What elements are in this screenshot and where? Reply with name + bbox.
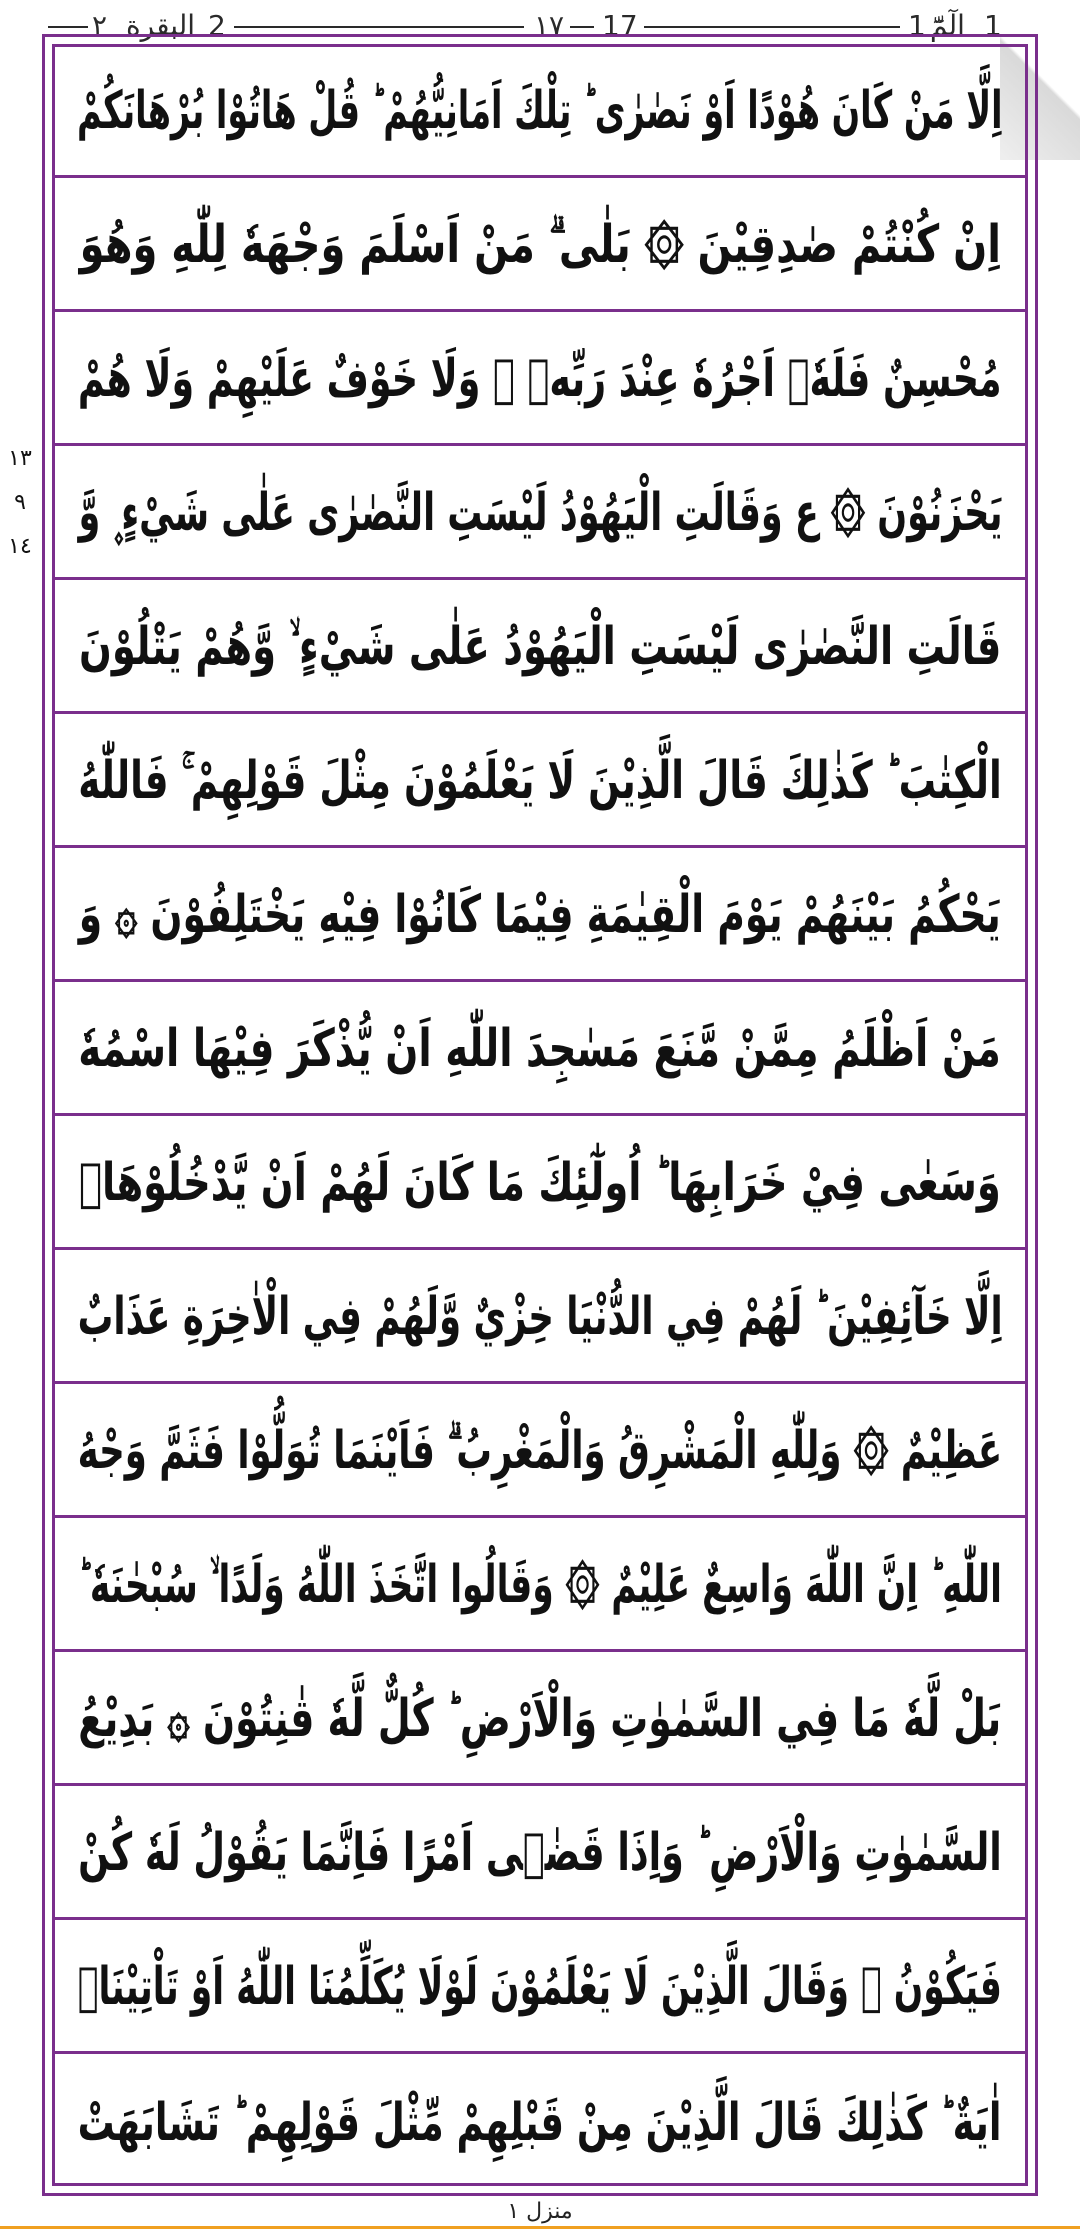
text-line <box>55 1119 1025 1250</box>
text-line-content: اِلَّا خَآئِفِيْنَ ؕ لَهُمْ فِي الدُّنْيَا خِزْيٌ وَّلَهُمْ فِي الْاٰخِرَةِ عَذَابٌ <box>77 1287 1003 1347</box>
text-line-content: مَنْ اَظْلَمُ مِمَّنْ مَّنَعَ مَسٰجِدَ اللّٰهِ اَنْ يُّذْكَرَ فِيْهَا اسْمُهٗ <box>78 1019 1002 1079</box>
text-line <box>55 1253 1025 1384</box>
text-line <box>55 1789 1025 1920</box>
text-line <box>55 449 1025 580</box>
text-line <box>55 1387 1025 1518</box>
text-line <box>55 717 1025 848</box>
text-line-content: قَالَتِ النَّصٰرٰى لَيْسَتِ الْيَهُوْدُ عَلٰى شَيْءٍ ۙ وَّهُمْ يَتْلُوْنَ <box>78 617 1002 677</box>
header-surah-title: البقرة <box>126 9 196 42</box>
header-page-number: 17 <box>602 9 638 42</box>
header-para-title: الٓمّٓ <box>930 9 965 42</box>
text-line-content: يَحْكُمُ بَيْنَهُمْ يَوْمَ الْقِيٰمَةِ فِيْمَا كَانُوْا فِيْهِ يَخْتَلِفُوْنَ ۞ وَ <box>78 885 1002 945</box>
text-line-content: مُحْسِنٌ فَلَهٗۤ اَجْرُهٗ عِنْدَ رَبِّهٖ ۪ وَلَا خَوْفٌ عَلَيْهِمْ وَلَا هُمْ <box>78 349 1002 409</box>
text-line-content: يَحْزَنُوْنَ ۞ ع وَقَالَتِ الْيَهُوْدُ لَيْسَتِ النَّصٰرٰى عَلٰى شَيْءٍ ۪ وَّ <box>77 483 1003 543</box>
text-line <box>55 181 1025 312</box>
text-line-content: اللّٰهِ ؕ اِنَّ اللّٰهَ وَاسِعٌ عَلِيْمٌ ۞ وَقَالُوا اتَّخَذَ اللّٰهُ وَلَدًا ۙ سُبْحٰنَهٗ ؕ <box>77 1555 1003 1615</box>
header-rule <box>644 26 900 28</box>
text-line <box>55 47 1025 178</box>
header-para-mark: 1 <box>908 9 926 42</box>
text-line-content: بَلْ لَّهٗ مَا فِي السَّمٰوٰتِ وَالْاَرْضِ ؕ كُلٌّ لَّهٗ قٰنِتُوْنَ ۞ بَدِيْعُ <box>78 1689 1002 1749</box>
text-line <box>55 315 1025 446</box>
quran-text-lines <box>55 47 1025 2183</box>
header-rule <box>234 26 524 28</box>
text-line <box>55 851 1025 982</box>
text-line-content: فَيَكُوْنُ ۞ وَقَالَ الَّذِيْنَ لَا يَعْلَمُوْنَ لَوْلَا يُكَلِّمُنَا اللّٰهُ اَوْ تَاْتِيْنَاۤ <box>77 1957 1003 2017</box>
footer-rule <box>0 2226 1080 2229</box>
text-line-content: اٰيَةٌ ؕ كَذٰلِكَ قَالَ الَّذِيْنَ مِنْ قَبْلِهِمْ مِّثْلَ قَوْلِهِمْ ؕ تَشَابَهَتْ <box>78 2092 1002 2153</box>
text-line-content: السَّمٰوٰتِ وَالْاَرْضِ ؕ وَاِذَا قَضٰۤى اَمْرًا فَاِنَّمَا يَقُوْلُ لَهٗ كُنْ <box>78 1823 1002 1883</box>
text-line <box>55 1521 1025 1652</box>
text-line-content: وَسَعٰى فِيْ خَرَابِهَا ؕ اُولٰٓئِكَ مَا كَانَ لَهُمْ اَنْ يَّدْخُلُوْهَاۤ <box>79 1153 1001 1213</box>
text-line <box>55 1923 1025 2054</box>
header-rule <box>48 26 88 28</box>
text-line <box>55 583 1025 714</box>
page-footer <box>0 2200 1080 2233</box>
text-line <box>55 985 1025 1116</box>
text-line-content: اِنْ كُنْتُمْ صٰدِقِيْنَ ۞ بَلٰى ۗ مَنْ اَسْلَمَ وَجْهَهٗ لِلّٰهِ وَهُوَ <box>79 215 1001 275</box>
header-rule <box>570 26 594 28</box>
header-surah-mark: ٢ <box>92 9 108 42</box>
ruku-marker <box>2 448 38 558</box>
ruku-marker-middle: ٩ <box>14 490 26 515</box>
text-line <box>55 1655 1025 1786</box>
ruku-marker-top: ١٣ <box>8 446 32 471</box>
manzil-label: منزل ١ <box>507 2199 573 2224</box>
header-page-number-arabic: ١٧ <box>534 9 565 42</box>
ruku-marker-bottom: ١٤ <box>8 534 32 559</box>
text-line <box>55 2057 1025 2188</box>
text-line-content: عَظِيْمٌ ۞ وَلِلّٰهِ الْمَشْرِقُ وَالْمَغْرِبُ ۗ فَاَيْنَمَا تُوَلُّوْا فَثَمَّ وَجْهُ <box>77 1421 1003 1481</box>
text-line-content: اِلَّا مَنْ كَانَ هُوْدًا اَوْ نَصٰرٰى ؕ تِلْكَ اَمَانِيُّهُمْ ؕ قُلْ هَاتُوْا بُرْهَانَكُمْ <box>77 81 1003 141</box>
header-para-number: 1 <box>984 9 1002 42</box>
text-line-content: الْكِتٰبَ ؕ كَذٰلِكَ قَالَ الَّذِيْنَ لَا يَعْلَمُوْنَ مِثْلَ قَوْلِهِمْ ۚ فَاللّٰهُ <box>78 751 1002 811</box>
header-surah-number: 2 <box>208 9 226 42</box>
